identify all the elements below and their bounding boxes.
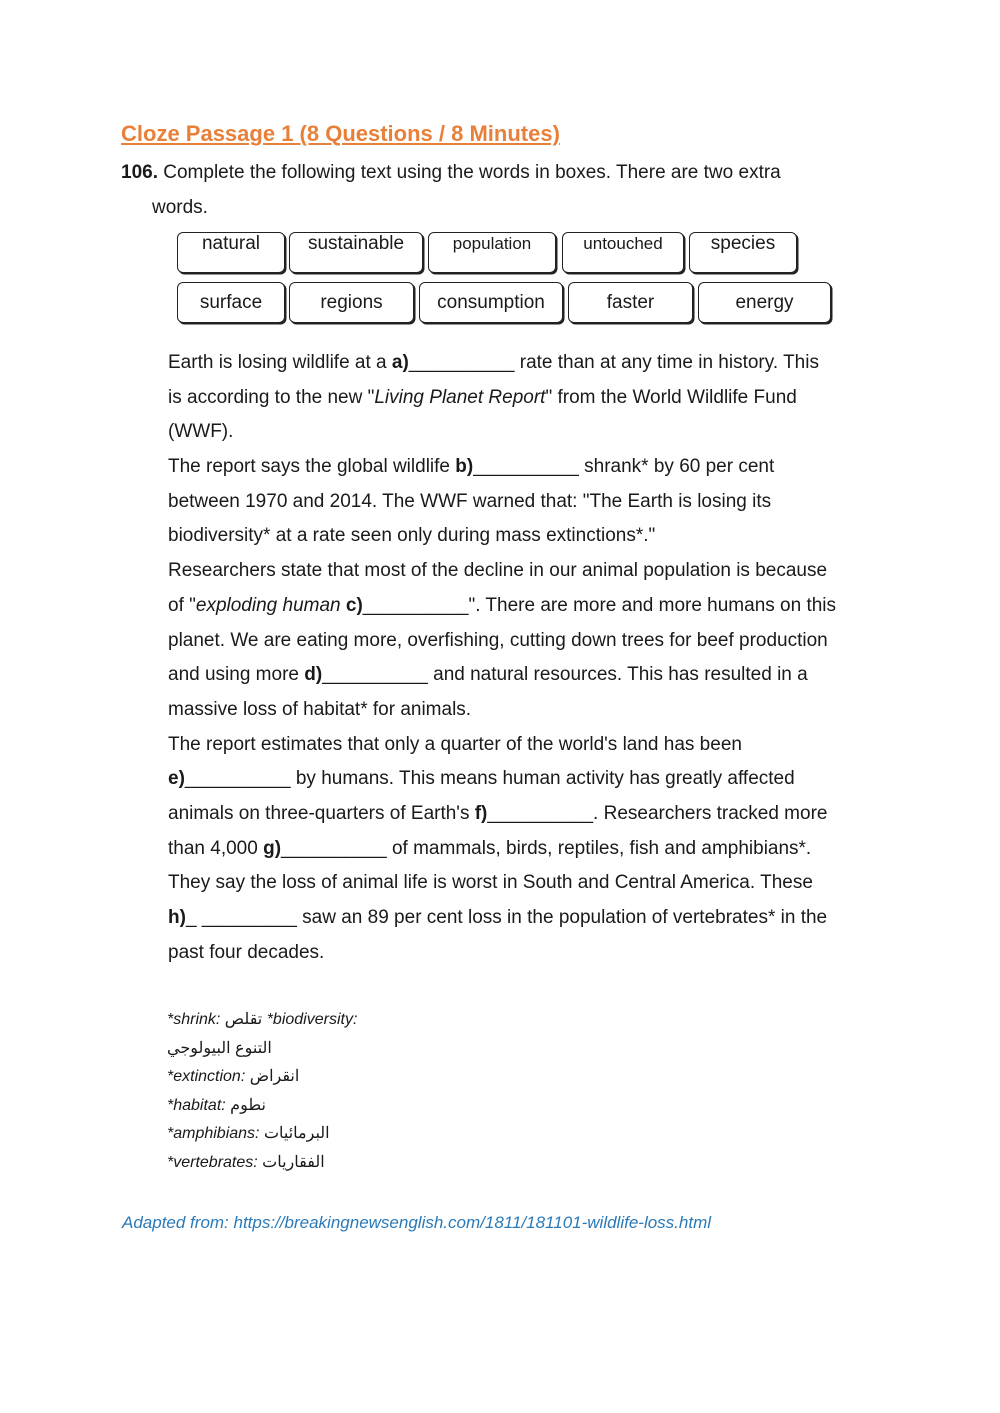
blank: __________ xyxy=(184,768,291,790)
page-title: Cloze Passage 1 (8 Questions / 8 Minutes) xyxy=(121,121,560,146)
word-box: untouched xyxy=(562,232,684,273)
blank-label: d) xyxy=(304,664,323,686)
question-number: 106. xyxy=(121,162,158,183)
instruction-text-line2: words. xyxy=(152,197,208,218)
word-box: surface xyxy=(177,282,285,323)
passage-line: (WWF). xyxy=(168,421,234,443)
passage-line: biodiversity* at a rate seen only during mass extinctions*." xyxy=(168,525,656,547)
blank-label: e) xyxy=(168,768,185,790)
source-link[interactable]: Adapted from: https://breakingnewsenglish.com/1811/181101-wildlife-loss.html xyxy=(122,1213,712,1232)
blank-label: f) xyxy=(474,802,488,824)
blank-label: b) xyxy=(455,456,474,478)
passage-line: The report says the global wildlife b)__________ shrank* by 60 per cent xyxy=(168,456,775,478)
glossary-line: *habitat: نطوم xyxy=(167,1096,266,1114)
passage-line: h)_ _________ saw an 89 per cent loss in the population of vertebrates* in the xyxy=(168,907,828,928)
blank-label: a) xyxy=(391,352,409,373)
blank: __________ xyxy=(281,837,387,859)
glossary-line: *vertebrates: الفقاريات xyxy=(167,1153,325,1171)
glossary-line: التنوع البيولوجي xyxy=(167,1039,272,1057)
glossary-line: *amphibians: البرمائيات xyxy=(167,1125,330,1143)
passage-line: of "exploding human c)__________". There are more and more humans on this xyxy=(168,594,837,616)
blank: __________ xyxy=(487,802,594,824)
word-box: consumption xyxy=(419,282,563,323)
passage-line: animals on three-quarters of Earth's f)__________. Researchers tracked more xyxy=(168,802,828,824)
passage-line: is according to the new "Living Planet Report" from the World Wildlife Fund xyxy=(168,386,797,408)
question-instruction xyxy=(121,162,781,184)
word-box: sustainable xyxy=(289,232,423,273)
word-box: natural xyxy=(177,232,285,273)
passage-line: massive loss of habitat* for animals. xyxy=(168,698,472,720)
passage-line: The report estimates that only a quarter of the world's land has been xyxy=(168,733,742,755)
word-box: species xyxy=(689,232,797,273)
passage-line: between 1970 and 2014. The WWF warned that: "The Earth is losing its xyxy=(168,490,772,512)
blank: _ _________ xyxy=(185,907,297,928)
cloze-passage xyxy=(168,346,888,970)
blank: __________ xyxy=(322,664,428,686)
word-box: regions xyxy=(289,282,414,323)
blank: __________ xyxy=(408,352,515,373)
blank: __________ xyxy=(473,456,579,478)
passage-line: They say the loss of animal life is worst in South and Central America. These xyxy=(168,872,813,894)
passage-line: planet. We are eating more, overfishing, cutting down trees for beef production xyxy=(168,629,828,651)
passage-line: e)__________ by humans. This means human activity has greatly affected xyxy=(168,768,795,790)
blank-label: g) xyxy=(263,837,282,859)
blank-label: c) xyxy=(345,594,363,616)
passage-line: than 4,000 g)__________ of mammals, birds, reptiles, fish and amphibians*. xyxy=(168,837,812,859)
word-box: faster xyxy=(568,282,693,323)
passage-line: and using more d)__________ and natural resources. This has resulted in a xyxy=(168,664,808,686)
passage-line: Earth is losing wildlife at a a)__________ rate than at any time in history. This xyxy=(168,352,819,373)
word-box: energy xyxy=(698,282,831,323)
glossary xyxy=(167,1006,357,1178)
instruction-text-line1: Complete the following text using the words in boxes. There are two extra xyxy=(157,162,781,183)
passage-line: past four decades. xyxy=(168,941,325,963)
blank-label: h) xyxy=(168,907,186,928)
glossary-line: *shrink: تقلص *biodiversity: xyxy=(167,1011,358,1028)
passage-line: Researchers state that most of the decline in our animal population is because xyxy=(168,560,828,582)
glossary-line: *extinction: انقراض xyxy=(167,1068,300,1086)
blank: __________ xyxy=(362,594,469,616)
word-box: population xyxy=(428,232,556,273)
